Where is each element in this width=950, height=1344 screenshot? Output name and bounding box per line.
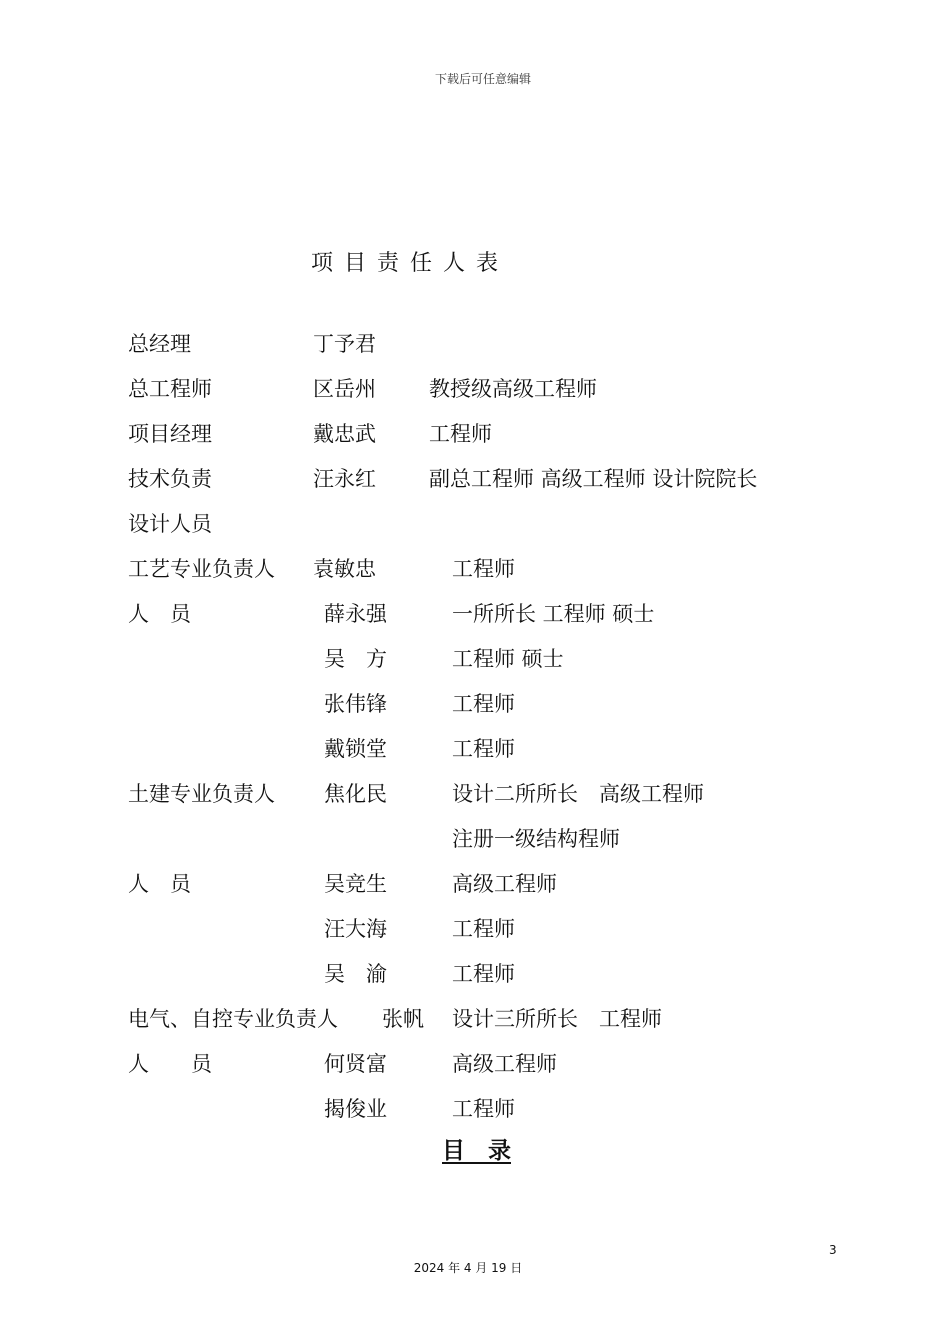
personnel-row: [0, 868, 950, 900]
personnel-row: [0, 553, 950, 585]
personnel-row: [0, 373, 950, 405]
personnel-row: [0, 328, 950, 360]
person-title: 工程师: [452, 737, 515, 761]
personnel-row: [0, 823, 950, 855]
person-name: 汪大海: [324, 917, 387, 941]
page-number: 3: [829, 1243, 837, 1257]
personnel-row: [0, 958, 950, 990]
person-name: 张伟锋: [324, 692, 387, 716]
person-title: 高级工程师: [452, 872, 557, 896]
person-title: 教授级高级工程师: [429, 377, 597, 401]
role-label: 人 员: [128, 1052, 212, 1076]
person-title: 工程师: [452, 692, 515, 716]
person-name: 张帆: [382, 1007, 424, 1031]
person-title: 注册一级结构程师: [452, 827, 620, 851]
person-name: 丁予君: [313, 332, 376, 356]
person-title: 工程师: [429, 422, 492, 446]
person-title: 高级工程师: [452, 1052, 557, 1076]
person-name: 戴锁堂: [324, 737, 387, 761]
personnel-row: [0, 1093, 950, 1125]
person-title: 一所所长 工程师 硕士: [452, 602, 655, 626]
role-label: 总经理: [128, 332, 191, 356]
person-name: 戴忠武: [313, 422, 376, 446]
personnel-row: [0, 418, 950, 450]
personnel-row: [0, 463, 950, 495]
person-name: 焦化民: [324, 782, 387, 806]
role-label: 设计人员: [128, 512, 212, 536]
person-name: 袁敏忠: [313, 557, 376, 581]
person-title: 设计三所所长 工程师: [452, 1007, 662, 1031]
personnel-row: [0, 1048, 950, 1080]
person-title: 工程师: [452, 962, 515, 986]
role-label: 项目经理: [128, 422, 212, 446]
page-header: 下载后可任意编辑: [434, 72, 531, 86]
person-name: 吴竞生: [324, 872, 387, 896]
role-label: 人 员: [128, 602, 191, 626]
personnel-row: [0, 1003, 950, 1035]
footer-date: 2024 年 4 月 19 日: [413, 1261, 523, 1275]
person-name: 吴 渝: [324, 962, 387, 986]
role-label: 工艺专业负责人: [128, 557, 275, 581]
person-title: 工程师: [452, 1097, 515, 1121]
person-name: 吴 方: [324, 647, 387, 671]
personnel-row: [0, 778, 950, 810]
personnel-row: [0, 643, 950, 675]
person-title: 副总工程师 高级工程师 设计院院长: [429, 467, 758, 491]
personnel-row: [0, 913, 950, 945]
person-name: 揭俊业: [324, 1097, 387, 1121]
personnel-row: [0, 733, 950, 765]
role-label: 人 员: [128, 872, 191, 896]
person-name: 薛永强: [324, 602, 387, 626]
role-label: 总工程师: [128, 377, 212, 401]
role-label: 土建专业负责人: [128, 782, 275, 806]
person-title: 工程师: [452, 917, 515, 941]
personnel-row: [0, 598, 950, 630]
role-label: 电气、自控专业负责人: [128, 1007, 338, 1031]
role-label: 技术负责: [128, 467, 212, 491]
person-title: 设计二所所长 高级工程师: [452, 782, 704, 806]
toc-heading: 目 录: [442, 1137, 511, 1164]
personnel-row: [0, 508, 950, 540]
person-title: 工程师: [452, 557, 515, 581]
person-title: 工程师 硕士: [452, 647, 564, 671]
personnel-row: [0, 688, 950, 720]
person-name: 汪永红: [313, 467, 376, 491]
person-name: 区岳州: [313, 377, 376, 401]
page-title: 项目责任人表: [311, 251, 510, 276]
person-name: 何贤富: [324, 1052, 387, 1076]
